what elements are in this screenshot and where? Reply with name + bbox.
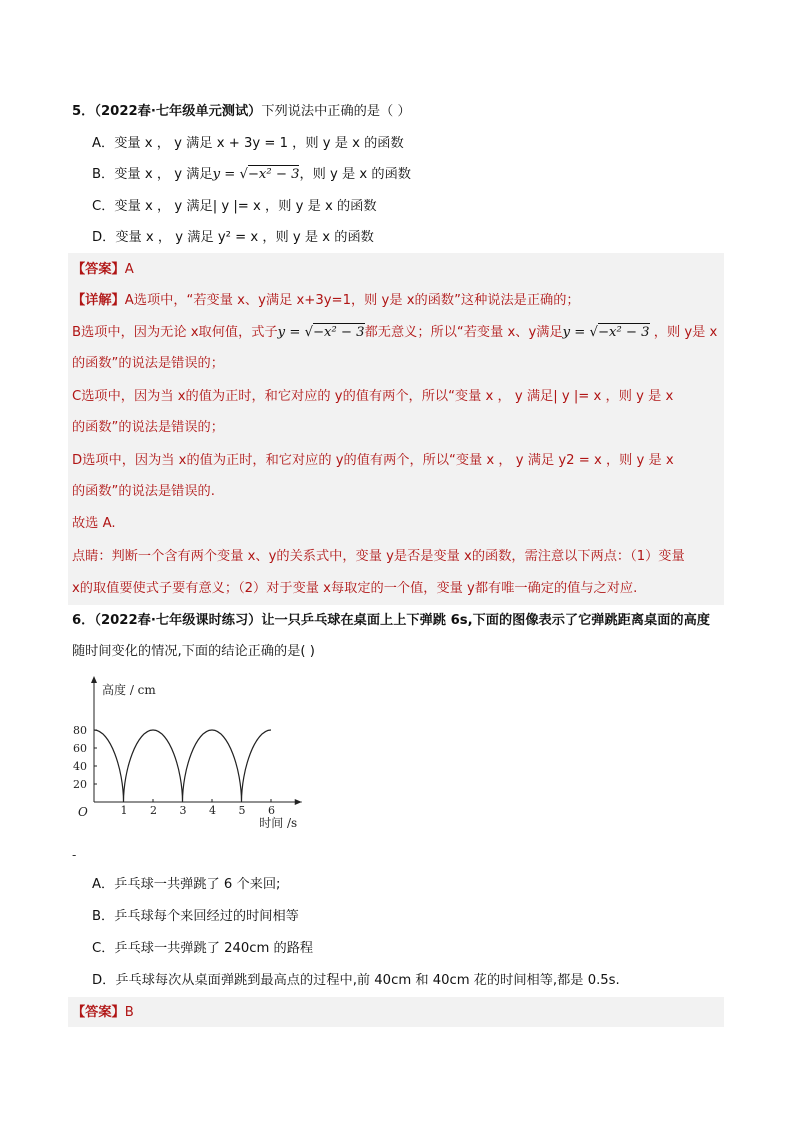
answer-label: 【答案】 — [72, 262, 125, 277]
option-label: A． — [92, 136, 115, 151]
question-text: 随时间变化的情况,下面的结论正确的是( ) — [72, 644, 315, 659]
option-b — [92, 166, 411, 184]
question-6-stem-cont — [72, 643, 315, 661]
math-lhs: y = — [212, 167, 240, 182]
question-text: 下列说法中正确的是（ ） — [261, 104, 411, 119]
answer-panel — [68, 997, 724, 1027]
detail-text: A选项中，“若变量 x、y满足 x+3y=1，则 y是 x的函数”这种说法是正确的； — [124, 293, 580, 308]
detail-label: 【详解】 — [72, 293, 125, 308]
detail-line: x的取值要使式子要有意义；（2）对于变量 x每取定的一个值，变量 y都有唯一确定的值与之对应. — [72, 581, 638, 596]
option-label: D． — [92, 230, 116, 245]
y-tick-label: 80 — [73, 724, 87, 737]
bounce-height-chart — [70, 672, 320, 834]
x-tick-label: 4 — [209, 804, 216, 817]
option-text: 变量 x ， y 满足 x + 3y = 1 ，则 y 是 x 的函数 — [114, 136, 404, 151]
option-label: A． — [92, 877, 115, 892]
x-tick-label: 6 — [268, 804, 275, 817]
question-5-stem — [72, 103, 411, 121]
option-text: 变量 x ， y 满足 y² = x ，则 y 是 x 的函数 — [115, 230, 374, 245]
x-tick-label: 1 — [120, 804, 128, 817]
answer-label: 【答案】 — [72, 1005, 125, 1020]
detail-text: ，则 y是 x — [649, 325, 718, 340]
question-number: 5． — [72, 104, 95, 119]
option-text: 乒乓球每个来回经过的时间相等 — [114, 909, 299, 924]
option-c — [92, 198, 377, 216]
x-tick-label: 3 — [179, 804, 187, 817]
math-expression — [563, 323, 650, 340]
x-axis-label: 时间 /s — [259, 816, 298, 830]
radical-sign: √ — [589, 325, 598, 340]
detail-line: 的函数”的说法是错误的. — [72, 484, 215, 499]
y-tick-label: 40 — [73, 760, 87, 773]
detail-line — [72, 292, 580, 310]
answer-line — [72, 261, 134, 279]
option-label: B． — [92, 167, 115, 182]
y-axis-label: 高度 / cm — [102, 683, 156, 697]
answer-value: B — [124, 1005, 134, 1020]
detail-line: 故选 A. — [72, 516, 116, 531]
option-label: D． — [92, 973, 116, 988]
option-text: 变量 x ， y 满足 — [114, 167, 213, 182]
option-text: 乒乓球一共弹跳了 6 个来回; — [114, 877, 281, 892]
option-c — [92, 940, 313, 958]
option-text: 乒乓球每次从桌面弹跳到最高点的过程中,前 40cm 和 40cm 花的时间相等,都是 0.5s. — [115, 973, 620, 988]
option-a — [92, 135, 404, 153]
detail-line — [72, 324, 717, 342]
detail-line: 的函数”的说法是错误的； — [72, 420, 224, 435]
detail-line: C选项中，因为当 x的值为正时，和它对应的 y的值有两个，所以“变量 x ， y 满足| y |= x ，则 y 是 x — [72, 389, 674, 404]
option-b — [92, 908, 299, 926]
detail-text: B选项中，因为无论 x取何值，式子 — [72, 325, 278, 340]
answer-value: A — [124, 262, 134, 277]
radicand: −x² − 3 — [247, 167, 300, 182]
y-tick-label: 20 — [73, 778, 87, 791]
x-tick-label: 5 — [238, 804, 246, 817]
option-label: C． — [92, 199, 115, 214]
separator-dash: - — [72, 848, 77, 862]
option-label: B． — [92, 909, 115, 924]
x-tick-label: 2 — [150, 804, 157, 817]
radicand: −x² − 3 — [597, 325, 650, 340]
radical-sign: √ — [304, 325, 313, 340]
origin-label: O — [78, 805, 88, 819]
option-a — [92, 876, 281, 894]
math-lhs: y = — [562, 325, 590, 340]
y-axis-arrow — [91, 676, 97, 683]
option-d — [92, 972, 620, 990]
radical-sign: √ — [239, 167, 248, 182]
question-text: 6．（2022春·七年级课时练习）让一只乒乓球在桌面上上下弹跳 6s,下面的图像表示了它弹跳距离桌面的高度 — [72, 613, 710, 628]
option-d — [92, 229, 374, 247]
question-6-stem — [72, 612, 710, 630]
detail-line: D选项中，因为当 x的值为正时，和它对应的 y的值有两个，所以“变量 x ， y 满足 y2 = x ，则 y 是 x — [72, 453, 674, 468]
math-expression — [213, 165, 300, 182]
math-expression — [278, 323, 365, 340]
x-axis-arrow — [295, 799, 302, 805]
radicand: −x² − 3 — [312, 325, 365, 340]
question-source: （2022春·七年级单元测试） — [94, 104, 262, 119]
math-lhs: y = — [277, 325, 305, 340]
option-text: 变量 x ， y 满足| y |= x ，则 y 是 x 的函数 — [114, 199, 377, 214]
option-text: ，则 y 是 x 的函数 — [299, 167, 411, 182]
option-text: 乒乓球一共弹跳了 240cm 的路程 — [114, 941, 314, 956]
answer-line — [72, 1004, 134, 1022]
option-label: C． — [92, 941, 115, 956]
detail-line: 点睛：判断一个含有两个变量 x、y的关系式中，变量 y是否是变量 x的函数，需注意以下两点：（1）变量 — [72, 549, 685, 564]
y-tick-label: 60 — [73, 742, 87, 755]
detail-text: 都无意义；所以“若变量 x、y满足 — [364, 325, 563, 340]
height-curve — [94, 730, 271, 802]
detail-line: 的函数”的说法是错误的； — [72, 356, 224, 371]
